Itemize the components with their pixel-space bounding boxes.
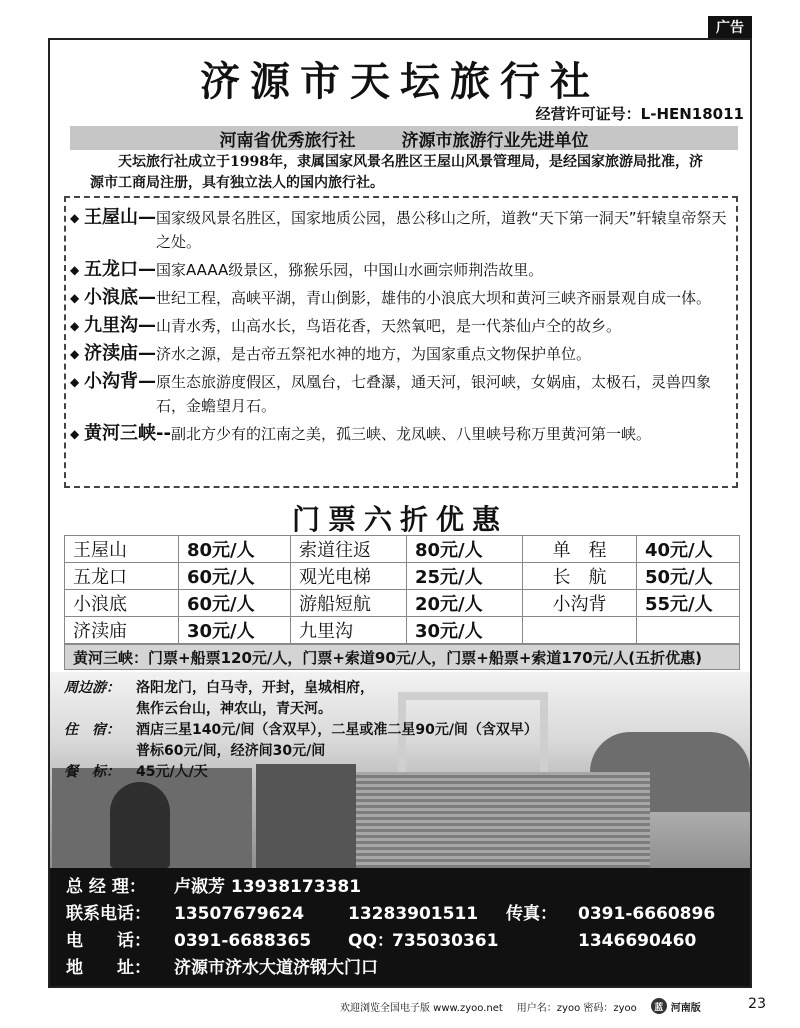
attraction-sep: —	[138, 371, 156, 392]
table-row	[65, 563, 740, 590]
attraction-item	[70, 286, 728, 310]
diamond-bullet-icon: ◆	[70, 427, 80, 441]
table-cell: 25元/人	[407, 563, 523, 590]
phone-number: 0391-6688365	[174, 931, 312, 951]
diamond-bullet-icon: ◆	[70, 263, 80, 277]
attractions-box	[64, 196, 738, 488]
table-cell: 五龙口	[65, 563, 179, 590]
attraction-desc: 国家AAAA级景区，猕猴乐园，中国山水画宗师荆浩故里。	[156, 261, 544, 279]
table-row	[65, 536, 740, 563]
edition-brand	[651, 998, 701, 1014]
attraction-name: 王屋山	[84, 207, 138, 228]
license-number: 经营许可证号：L-HEN18011	[535, 105, 744, 123]
attraction-item	[70, 342, 728, 366]
huanghe-price-row: 黄河三峡：门票+船票120元/人，门票+索道90元/人，门票+船票+索道170元/人(五折优惠)	[64, 644, 740, 670]
honor-1: 河南省优秀旅行社	[219, 130, 356, 151]
table-cell: 80元/人	[179, 536, 291, 563]
attraction-name: 九里沟	[84, 315, 138, 336]
info-label	[64, 699, 136, 720]
ad-frame	[48, 38, 752, 988]
attraction-desc: 原生态旅游度假区，凤凰台，七叠瀑，通天河，银河峡，女娲庙，太极石，灵兽四象石，金蟾望月石。	[156, 373, 712, 415]
phone-number: 1346690460	[578, 931, 697, 951]
table-cell: 长 航	[523, 563, 637, 590]
attraction-desc: 副北方少有的江南之美，孤三峡、龙凤峡、八里峡号称万里黄河第一峡。	[170, 425, 651, 443]
info-text: 45元/人/天	[136, 764, 208, 780]
contact-label: 联系电话：	[66, 904, 151, 924]
table-cell: 55元/人	[637, 590, 740, 617]
table-cell: 30元/人	[407, 617, 523, 644]
phone-number: 13507679624	[174, 904, 305, 924]
table-cell: 单 程	[523, 536, 637, 563]
info-label	[64, 741, 136, 762]
honor-bar	[70, 126, 738, 150]
table-cell: 观光电梯	[291, 563, 407, 590]
attraction-name: 五龙口	[84, 259, 138, 280]
table-cell	[637, 617, 740, 644]
table-cell: 小浪底	[65, 590, 179, 617]
info-label: 餐 标：	[64, 764, 120, 780]
travel-info	[64, 678, 538, 783]
contact-label: 传真：	[506, 904, 557, 924]
table-cell: 索道往返	[291, 536, 407, 563]
statue-figure	[110, 782, 170, 868]
attraction-item	[70, 370, 728, 418]
intro-paragraph: 天坛旅行社成立于1998年，隶属国家风景名胜区王屋山风景管理局，是经国家旅游局批准，济源市工商局注册，具有独立法人的国内旅行社。	[90, 154, 703, 191]
price-table	[64, 535, 740, 644]
contact-row	[66, 901, 750, 928]
attraction-desc: 山青水秀，山高水长，鸟语花香，天然氧吧，是一代茶仙卢仝的故乡。	[156, 317, 622, 335]
contact-label: 地 址：	[66, 958, 151, 978]
attraction-name: 黄河三峡	[84, 423, 156, 444]
diamond-bullet-icon: ◆	[70, 347, 80, 361]
qq-number: 735030361	[392, 931, 499, 951]
contact-block	[50, 868, 750, 986]
attraction-sep: —	[138, 315, 156, 336]
table-cell: 小沟背	[523, 590, 637, 617]
table-cell: 80元/人	[407, 536, 523, 563]
diamond-bullet-icon: ◆	[70, 211, 80, 225]
footer-welcome: 欢迎浏览全国电子版 www.zyoo.net	[340, 1002, 503, 1014]
page-number: 23	[748, 996, 766, 1012]
honor-2: 济源市旅游行业先进单位	[401, 130, 589, 151]
manager-info: 卢淑芳 13938173381	[174, 877, 362, 897]
attraction-item	[70, 314, 728, 338]
info-text: 酒店三星140元/间（含双早），二星或准二星90元/间（含双早）	[136, 722, 538, 738]
diamond-bullet-icon: ◆	[70, 291, 80, 305]
attraction-sep: —	[138, 343, 156, 364]
attraction-name: 小浪底	[84, 287, 138, 308]
attraction-name: 小沟背	[84, 371, 138, 392]
page-footer	[340, 998, 701, 1014]
table-cell: 30元/人	[179, 617, 291, 644]
brand-logo-icon: 蓝	[651, 998, 667, 1014]
attraction-sep: —	[138, 207, 156, 228]
table-cell: 60元/人	[179, 563, 291, 590]
info-label: 周边游：	[64, 680, 120, 696]
table-cell: 50元/人	[637, 563, 740, 590]
attraction-desc: 世纪工程，高峡平湖，青山倒影，雄伟的小浪底大坝和黄河三峡齐丽景观自成一体。	[156, 289, 712, 307]
info-text: 普标60元/间，经济间30元/间	[136, 743, 326, 759]
agency-title: 济源市天坛旅行社	[200, 59, 600, 105]
footer-credentials: 用户名：zyoo 密码：zyoo	[516, 1002, 637, 1014]
edition-label: 河南版	[670, 1002, 701, 1014]
attraction-item	[70, 258, 728, 282]
info-text: 洛阳龙门，白马寺，开封，皇城相府，	[136, 680, 374, 696]
info-label: 住 宿：	[64, 722, 120, 738]
attraction-desc: 济水之源，是古帝五祭祀水神的地方，为国家重点文物保护单位。	[156, 345, 592, 363]
contact-row	[66, 874, 750, 901]
attraction-sep: —	[138, 259, 156, 280]
contact-row	[66, 928, 750, 955]
attraction-name: 济渎庙	[84, 343, 138, 364]
table-cell	[523, 617, 637, 644]
ad-tag: 广告	[708, 16, 752, 38]
promo-title: 门票六折优惠	[291, 503, 508, 536]
table-cell: 济渎庙	[65, 617, 179, 644]
attraction-item	[70, 206, 728, 254]
attraction-sep: --	[156, 423, 171, 444]
attraction-desc: 国家级风景名胜区，国家地质公园，愚公移山之所，道教“天下第一洞天”轩辕皇帝祭天之处。	[156, 209, 727, 251]
fax-number: 0391-6660896	[578, 904, 716, 924]
attraction-item	[70, 422, 728, 446]
table-cell: 40元/人	[637, 536, 740, 563]
table-cell: 20元/人	[407, 590, 523, 617]
address: 济源市济水大道济钢大门口	[174, 958, 378, 978]
table-row	[65, 617, 740, 644]
diamond-bullet-icon: ◆	[70, 375, 80, 389]
info-row	[64, 720, 538, 741]
contact-label: 电 话：	[66, 931, 151, 951]
attraction-sep: —	[138, 287, 156, 308]
table-cell: 九里沟	[291, 617, 407, 644]
info-row	[64, 699, 538, 720]
contact-label: QQ：	[348, 931, 394, 951]
table-cell: 游船短航	[291, 590, 407, 617]
info-text: 焦作云台山，神农山，青天河。	[136, 701, 332, 717]
contact-label: 总 经 理：	[66, 877, 146, 897]
table-cell: 王屋山	[65, 536, 179, 563]
stairs-shape	[350, 772, 650, 868]
info-row	[64, 762, 538, 783]
info-row	[64, 678, 538, 699]
phone-number: 13283901511	[348, 904, 479, 924]
table-cell: 60元/人	[179, 590, 291, 617]
table-row	[65, 590, 740, 617]
info-row	[64, 741, 538, 762]
diamond-bullet-icon: ◆	[70, 319, 80, 333]
contact-row	[66, 955, 750, 982]
